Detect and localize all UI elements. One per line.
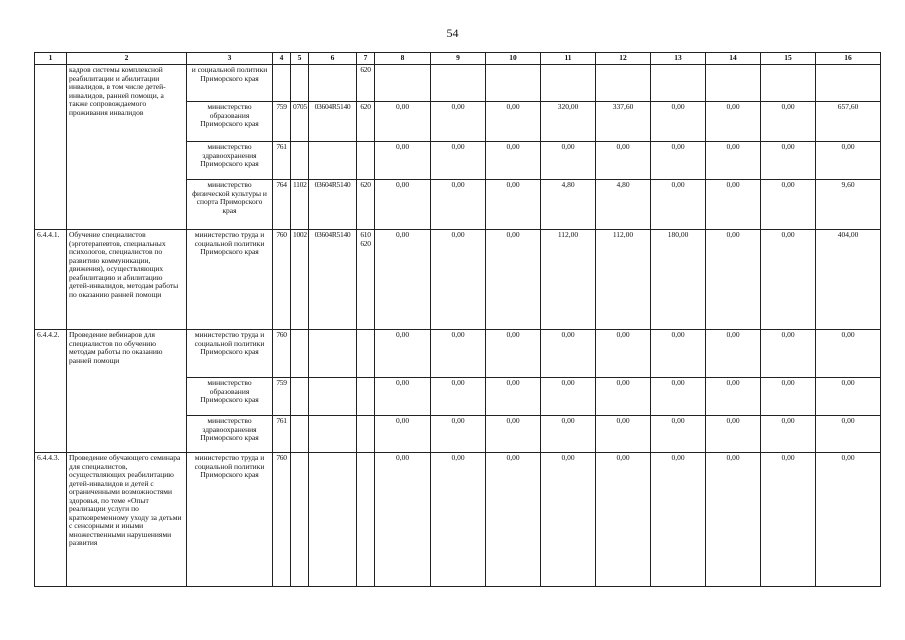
value-cell: 0,00 xyxy=(816,142,881,180)
code-expense xyxy=(357,416,375,453)
header-cell: 15 xyxy=(761,53,816,65)
value-cell: 0,00 xyxy=(596,416,651,453)
responsible-org: министерство труда и социальной политики Приморского края xyxy=(187,330,273,378)
value-cell: 0,00 xyxy=(375,142,431,180)
header-cell: 8 xyxy=(375,53,431,65)
value-cell: 0,00 xyxy=(651,102,706,142)
item-description: Проведение обучающего семинара для специалистов, осуществляющих реабилитацию детей-инвалидов и детей с ограниченными возможностями здоровья, по теме «Опыт реализации услуги по кратковременному уходу за детьми с сенсорными и иными множественными нарушениями развития xyxy=(67,453,187,587)
header-cell: 3 xyxy=(187,53,273,65)
item-number: 6.4.4.3. xyxy=(35,453,67,587)
table-row xyxy=(35,330,881,378)
value-cell: 0,00 xyxy=(375,102,431,142)
value-cell: 0,00 xyxy=(761,102,816,142)
value-cell xyxy=(541,65,596,102)
value-cell: 0,00 xyxy=(486,416,541,453)
value-cell: 0,00 xyxy=(706,378,761,416)
code-grbs: 760 xyxy=(273,330,291,378)
value-cell: 0,00 xyxy=(375,453,431,587)
value-cell: 657,60 xyxy=(816,102,881,142)
value-cell: 0,00 xyxy=(541,416,596,453)
value-cell: 0,00 xyxy=(761,453,816,587)
responsible-org: министерство труда и социальной политики Приморского края xyxy=(187,453,273,587)
header-cell: 13 xyxy=(651,53,706,65)
header-cell: 2 xyxy=(67,53,187,65)
value-cell: 0,00 xyxy=(541,453,596,587)
value-cell: 4,80 xyxy=(541,180,596,230)
code-target xyxy=(309,142,357,180)
item-number: 6.4.4.2. xyxy=(35,330,67,453)
code-section xyxy=(291,142,309,180)
value-cell: 0,00 xyxy=(375,416,431,453)
value-cell xyxy=(816,65,881,102)
responsible-org: министерство здравоохранения Приморского края xyxy=(187,142,273,180)
item-description: кадров системы комплексной реабилитации и абилитации инвалидов, в том числе детей-инвалидов, ранней помощи, а также сопровождаемого проживания инвалидов xyxy=(67,65,187,230)
value-cell: 0,00 xyxy=(651,378,706,416)
header-cell: 12 xyxy=(596,53,651,65)
value-cell: 0,00 xyxy=(431,416,486,453)
value-cell: 0,00 xyxy=(651,453,706,587)
code-grbs: 759 xyxy=(273,378,291,416)
responsible-org: министерство физической культуры и спорта Приморского края xyxy=(187,180,273,230)
header-cell: 11 xyxy=(541,53,596,65)
code-section xyxy=(291,453,309,587)
value-cell: 0,00 xyxy=(761,180,816,230)
code-expense xyxy=(357,142,375,180)
value-cell: 0,00 xyxy=(486,230,541,330)
value-cell: 0,00 xyxy=(706,230,761,330)
value-cell: 0,00 xyxy=(431,180,486,230)
code-target xyxy=(309,416,357,453)
code-grbs: 761 xyxy=(273,142,291,180)
value-cell: 0,00 xyxy=(486,453,541,587)
value-cell: 0,00 xyxy=(431,453,486,587)
budget-table xyxy=(34,52,881,587)
header-cell: 7 xyxy=(357,53,375,65)
header-cell: 1 xyxy=(35,53,67,65)
code-target xyxy=(309,330,357,378)
value-cell: 0,00 xyxy=(486,180,541,230)
table-row xyxy=(35,65,881,102)
responsible-org: министерство образования Приморского края xyxy=(187,102,273,142)
value-cell: 0,00 xyxy=(486,102,541,142)
value-cell: 0,00 xyxy=(706,453,761,587)
value-cell: 320,00 xyxy=(541,102,596,142)
code-section xyxy=(291,378,309,416)
table-row xyxy=(35,453,881,587)
code-target xyxy=(309,65,357,102)
code-grbs: 764 xyxy=(273,180,291,230)
code-section xyxy=(291,416,309,453)
value-cell xyxy=(431,65,486,102)
value-cell: 0,00 xyxy=(431,142,486,180)
item-number: 6.4.4.1. xyxy=(35,230,67,330)
value-cell: 0,00 xyxy=(706,102,761,142)
value-cell xyxy=(761,65,816,102)
value-cell: 0,00 xyxy=(375,330,431,378)
value-cell: 0,00 xyxy=(541,378,596,416)
value-cell: 0,00 xyxy=(651,142,706,180)
value-cell: 0,00 xyxy=(596,378,651,416)
responsible-org: министерство здравоохранения Приморского края xyxy=(187,416,273,453)
value-cell: 0,00 xyxy=(431,230,486,330)
header-cell: 4 xyxy=(273,53,291,65)
code-target xyxy=(309,453,357,587)
value-cell: 0,00 xyxy=(431,378,486,416)
value-cell: 0,00 xyxy=(431,102,486,142)
code-grbs: 761 xyxy=(273,416,291,453)
value-cell: 0,00 xyxy=(816,330,881,378)
code-target xyxy=(309,378,357,416)
code-expense: 620 xyxy=(357,180,375,230)
value-cell: 0,00 xyxy=(706,330,761,378)
value-cell: 9,60 xyxy=(816,180,881,230)
table-row xyxy=(35,230,881,330)
value-cell: 0,00 xyxy=(375,230,431,330)
code-section: 0705 xyxy=(291,102,309,142)
value-cell: 0,00 xyxy=(596,330,651,378)
value-cell xyxy=(486,65,541,102)
value-cell: 112,00 xyxy=(596,230,651,330)
code-grbs: 760 xyxy=(273,453,291,587)
value-cell: 0,00 xyxy=(816,378,881,416)
value-cell: 0,00 xyxy=(375,180,431,230)
value-cell xyxy=(596,65,651,102)
item-number xyxy=(35,65,67,230)
value-cell: 0,00 xyxy=(486,330,541,378)
value-cell: 0,00 xyxy=(761,230,816,330)
code-target: 03604R5140 xyxy=(309,230,357,330)
value-cell: 0,00 xyxy=(761,378,816,416)
responsible-org: министерство образования Приморского края xyxy=(187,378,273,416)
header-cell: 9 xyxy=(431,53,486,65)
value-cell: 0,00 xyxy=(761,330,816,378)
header-row xyxy=(35,53,881,65)
code-expense xyxy=(357,453,375,587)
responsible-org: министерство труда и социальной политики Приморского края xyxy=(187,230,273,330)
value-cell: 0,00 xyxy=(761,416,816,453)
header-cell: 14 xyxy=(706,53,761,65)
code-section: 1002 xyxy=(291,230,309,330)
value-cell xyxy=(706,65,761,102)
code-expense: 610 620 xyxy=(357,230,375,330)
header-cell: 5 xyxy=(291,53,309,65)
item-description: Проведение вебинаров для специалистов по обучению методам работы по оказанию ранней помощи xyxy=(67,330,187,453)
header-cell: 10 xyxy=(486,53,541,65)
value-cell: 4,80 xyxy=(596,180,651,230)
value-cell: 0,00 xyxy=(541,330,596,378)
value-cell: 0,00 xyxy=(486,378,541,416)
header-cell: 16 xyxy=(816,53,881,65)
value-cell: 0,00 xyxy=(431,330,486,378)
value-cell: 0,00 xyxy=(706,416,761,453)
code-expense: 620 xyxy=(357,65,375,102)
value-cell: 0,00 xyxy=(651,330,706,378)
code-grbs: 760 xyxy=(273,230,291,330)
value-cell: 0,00 xyxy=(596,142,651,180)
value-cell xyxy=(375,65,431,102)
value-cell: 0,00 xyxy=(375,378,431,416)
code-expense: 620 xyxy=(357,102,375,142)
code-section xyxy=(291,65,309,102)
header-cell: 6 xyxy=(309,53,357,65)
value-cell: 0,00 xyxy=(596,453,651,587)
value-cell: 0,00 xyxy=(706,142,761,180)
code-expense xyxy=(357,378,375,416)
item-description: Обучение специалистов (эрготерапевтов, специальных психологов, специалистов по развитию коммуникации, движения), осуществляющих реабилитацию и абилитацию детей-инвалидов, методам работы по оказанию ранней помощи xyxy=(67,230,187,330)
code-expense xyxy=(357,330,375,378)
value-cell: 0,00 xyxy=(706,180,761,230)
page-number: 54 xyxy=(446,26,459,40)
value-cell: 112,00 xyxy=(541,230,596,330)
code-section: 1102 xyxy=(291,180,309,230)
value-cell: 337,60 xyxy=(596,102,651,142)
code-target: 03604R5140 xyxy=(309,102,357,142)
code-target: 03604R5140 xyxy=(309,180,357,230)
code-grbs: 759 xyxy=(273,102,291,142)
value-cell xyxy=(651,65,706,102)
value-cell: 0,00 xyxy=(761,142,816,180)
value-cell: 0,00 xyxy=(541,142,596,180)
responsible-org: и социальной политики Приморского края xyxy=(187,65,273,102)
value-cell: 0,00 xyxy=(486,142,541,180)
value-cell: 180,00 xyxy=(651,230,706,330)
value-cell: 0,00 xyxy=(816,416,881,453)
value-cell: 0,00 xyxy=(651,416,706,453)
code-grbs xyxy=(273,65,291,102)
value-cell: 404,00 xyxy=(816,230,881,330)
code-section xyxy=(291,330,309,378)
value-cell: 0,00 xyxy=(651,180,706,230)
value-cell: 0,00 xyxy=(816,453,881,587)
